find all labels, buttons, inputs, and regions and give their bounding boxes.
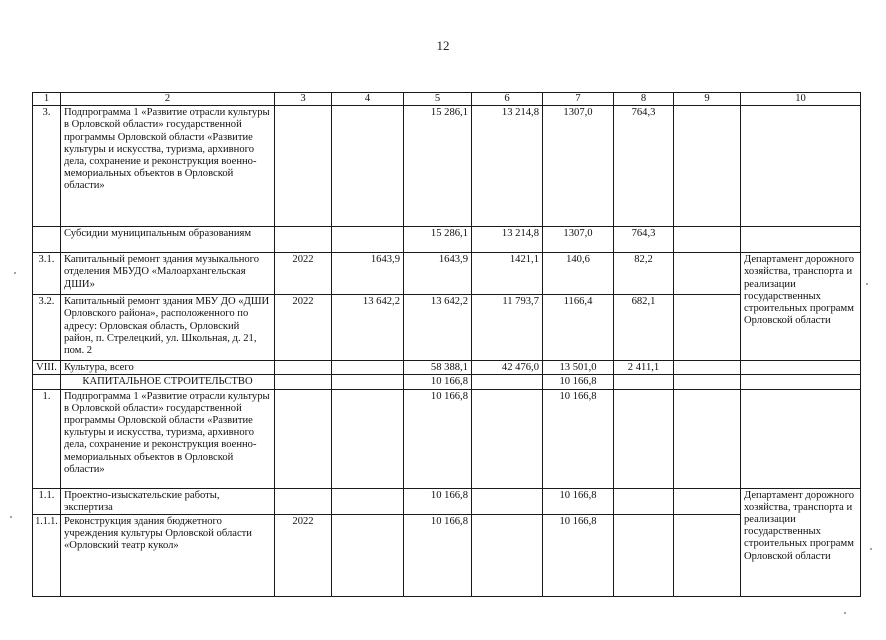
row-name: Капитальный ремонт здания МБУ ДО «ДШИ Орловского района», расположенного по адресу: Орловская область, Орловский район, п. Стрелецкий, ул. Школьная, д. 21, пом. 2: [61, 295, 275, 361]
row-col8: 682,1: [614, 295, 674, 361]
row-year: 2022: [275, 295, 332, 361]
row-col4: 1643,9: [332, 253, 404, 295]
row-year: [275, 227, 332, 253]
row-col5: 1643,9: [404, 253, 472, 295]
table-row: [33, 295, 861, 361]
row-col4: [332, 361, 404, 375]
row-col7: 13 501,0: [543, 361, 614, 375]
row-col7: 10 166,8: [543, 515, 614, 597]
row-col4: 13 642,2: [332, 295, 404, 361]
row-col9: [674, 488, 741, 514]
scan-speck: [866, 283, 868, 285]
header-cell: 4: [332, 93, 404, 106]
header-cell: 2: [61, 93, 275, 106]
header-cell: 10: [741, 93, 861, 106]
row-col7: 1166,4: [543, 295, 614, 361]
row-col6: 13 214,8: [472, 227, 543, 253]
row-year: [275, 375, 332, 389]
row-number: 1.1.: [33, 488, 61, 514]
row-name: Проектно-изыскательские работы, экспертиза: [61, 488, 275, 514]
row-dept: [741, 375, 861, 389]
header-cell: 3: [275, 93, 332, 106]
row-dept: [741, 361, 861, 375]
row-col8: [614, 375, 674, 389]
row-col9: [674, 515, 741, 597]
row-col7: 10 166,8: [543, 488, 614, 514]
row-col5: 58 388,1: [404, 361, 472, 375]
row-col6: [472, 389, 543, 488]
row-name: Культура, всего: [61, 361, 275, 375]
row-col8: 764,3: [614, 227, 674, 253]
header-cell: 8: [614, 93, 674, 106]
row-year: [275, 389, 332, 488]
row-col9: [674, 389, 741, 488]
row-col4: [332, 488, 404, 514]
row-number: 3.1.: [33, 253, 61, 295]
page-number: 12: [436, 38, 450, 53]
table-row: [33, 227, 861, 253]
row-col7: 140,6: [543, 253, 614, 295]
row-col8: [614, 515, 674, 597]
header-cell: 7: [543, 93, 614, 106]
row-col9: [674, 375, 741, 389]
row-number: [33, 227, 61, 253]
row-col5: 13 642,2: [404, 295, 472, 361]
row-col7: 10 166,8: [543, 389, 614, 488]
header-cell: 1: [33, 93, 61, 106]
row-name: Субсидии муниципальным образованиям: [61, 227, 275, 253]
row-dept: Департамент дорожного хозяйства, транспорта и реализации государственных строительных программ Орловской области: [741, 488, 861, 596]
row-col9: [674, 253, 741, 295]
table-header-row: [33, 93, 861, 106]
row-year: [275, 106, 332, 227]
row-col8: [614, 389, 674, 488]
section-title: КАПИТАЛЬНОЕ СТРОИТЕЛЬСТВО: [61, 375, 275, 389]
row-col5: 15 286,1: [404, 227, 472, 253]
row-col5: 10 166,8: [404, 389, 472, 488]
scan-speck: [870, 548, 872, 550]
table-row: [33, 375, 861, 389]
row-col5: 10 166,8: [404, 488, 472, 514]
row-dept: [741, 106, 861, 227]
row-dept: [741, 227, 861, 253]
row-year: 2022: [275, 515, 332, 597]
row-col9: [674, 361, 741, 375]
row-col9: [674, 106, 741, 227]
row-col7: 1307,0: [543, 227, 614, 253]
row-year: [275, 488, 332, 514]
row-dept: Департамент дорожного хозяйства, транспорта и реализации государственных строительных программ Орловской области: [741, 253, 861, 361]
table-row: [33, 389, 861, 488]
row-col6: 13 214,8: [472, 106, 543, 227]
header-cell: 5: [404, 93, 472, 106]
table-row: [33, 361, 861, 375]
row-col4: [332, 389, 404, 488]
row-number: 3.: [33, 106, 61, 227]
row-col7: 10 166,8: [543, 375, 614, 389]
row-col5: 10 166,8: [404, 515, 472, 597]
row-col8: [614, 488, 674, 514]
row-dept: [741, 389, 861, 488]
row-col4: [332, 375, 404, 389]
row-col7: 1307,0: [543, 106, 614, 227]
row-year: [275, 361, 332, 375]
row-col8: 764,3: [614, 106, 674, 227]
row-col9: [674, 227, 741, 253]
row-col8: 2 411,1: [614, 361, 674, 375]
row-col9: [674, 295, 741, 361]
header-cell: 6: [472, 93, 543, 106]
row-col6: 11 793,7: [472, 295, 543, 361]
row-year: 2022: [275, 253, 332, 295]
table-row: [33, 106, 861, 227]
row-name: Реконструкция здания бюджетного учреждения культуры Орловской области «Орловский театр кукол»: [61, 515, 275, 597]
table-row: [33, 488, 861, 514]
row-number: 3.2.: [33, 295, 61, 361]
row-number: 1.: [33, 389, 61, 488]
row-col6: 42 476,0: [472, 361, 543, 375]
budget-table: [32, 92, 861, 597]
row-col5: 15 286,1: [404, 106, 472, 227]
row-col6: [472, 375, 543, 389]
row-number: 1.1.1.: [33, 515, 61, 597]
table-row: [33, 515, 861, 597]
row-col5: 10 166,8: [404, 375, 472, 389]
header-cell: 9: [674, 93, 741, 106]
row-name: Капитальный ремонт здания музыкального отделения МБУДО «Малоархангельская ДШИ»: [61, 253, 275, 295]
row-name: Подпрограмма 1 «Развитие отрасли культуры в Орловской области» государственной программы Орловской области «Развитие культуры и искусства, туризма, архивного дела, сохранение и реконструкция военно-мемориальных объектов в Орловской области»: [61, 389, 275, 488]
scan-speck: [844, 612, 846, 614]
row-col6: [472, 515, 543, 597]
row-col4: [332, 106, 404, 227]
table-row: [33, 253, 861, 295]
row-col4: [332, 515, 404, 597]
row-name: Подпрограмма 1 «Развитие отрасли культуры в Орловской области» государственной программы Орловской области «Развитие культуры и искусства, туризма, архивного дела, сохранение и реконструкция военно-мемориальных объектов в Орловской области»: [61, 106, 275, 227]
row-col8: 82,2: [614, 253, 674, 295]
scan-speck: [10, 516, 12, 518]
row-col6: 1421,1: [472, 253, 543, 295]
row-col6: [472, 488, 543, 514]
row-number: VIII.: [33, 361, 61, 375]
row-number: [33, 375, 61, 389]
scan-speck: [14, 272, 16, 274]
row-col4: [332, 227, 404, 253]
